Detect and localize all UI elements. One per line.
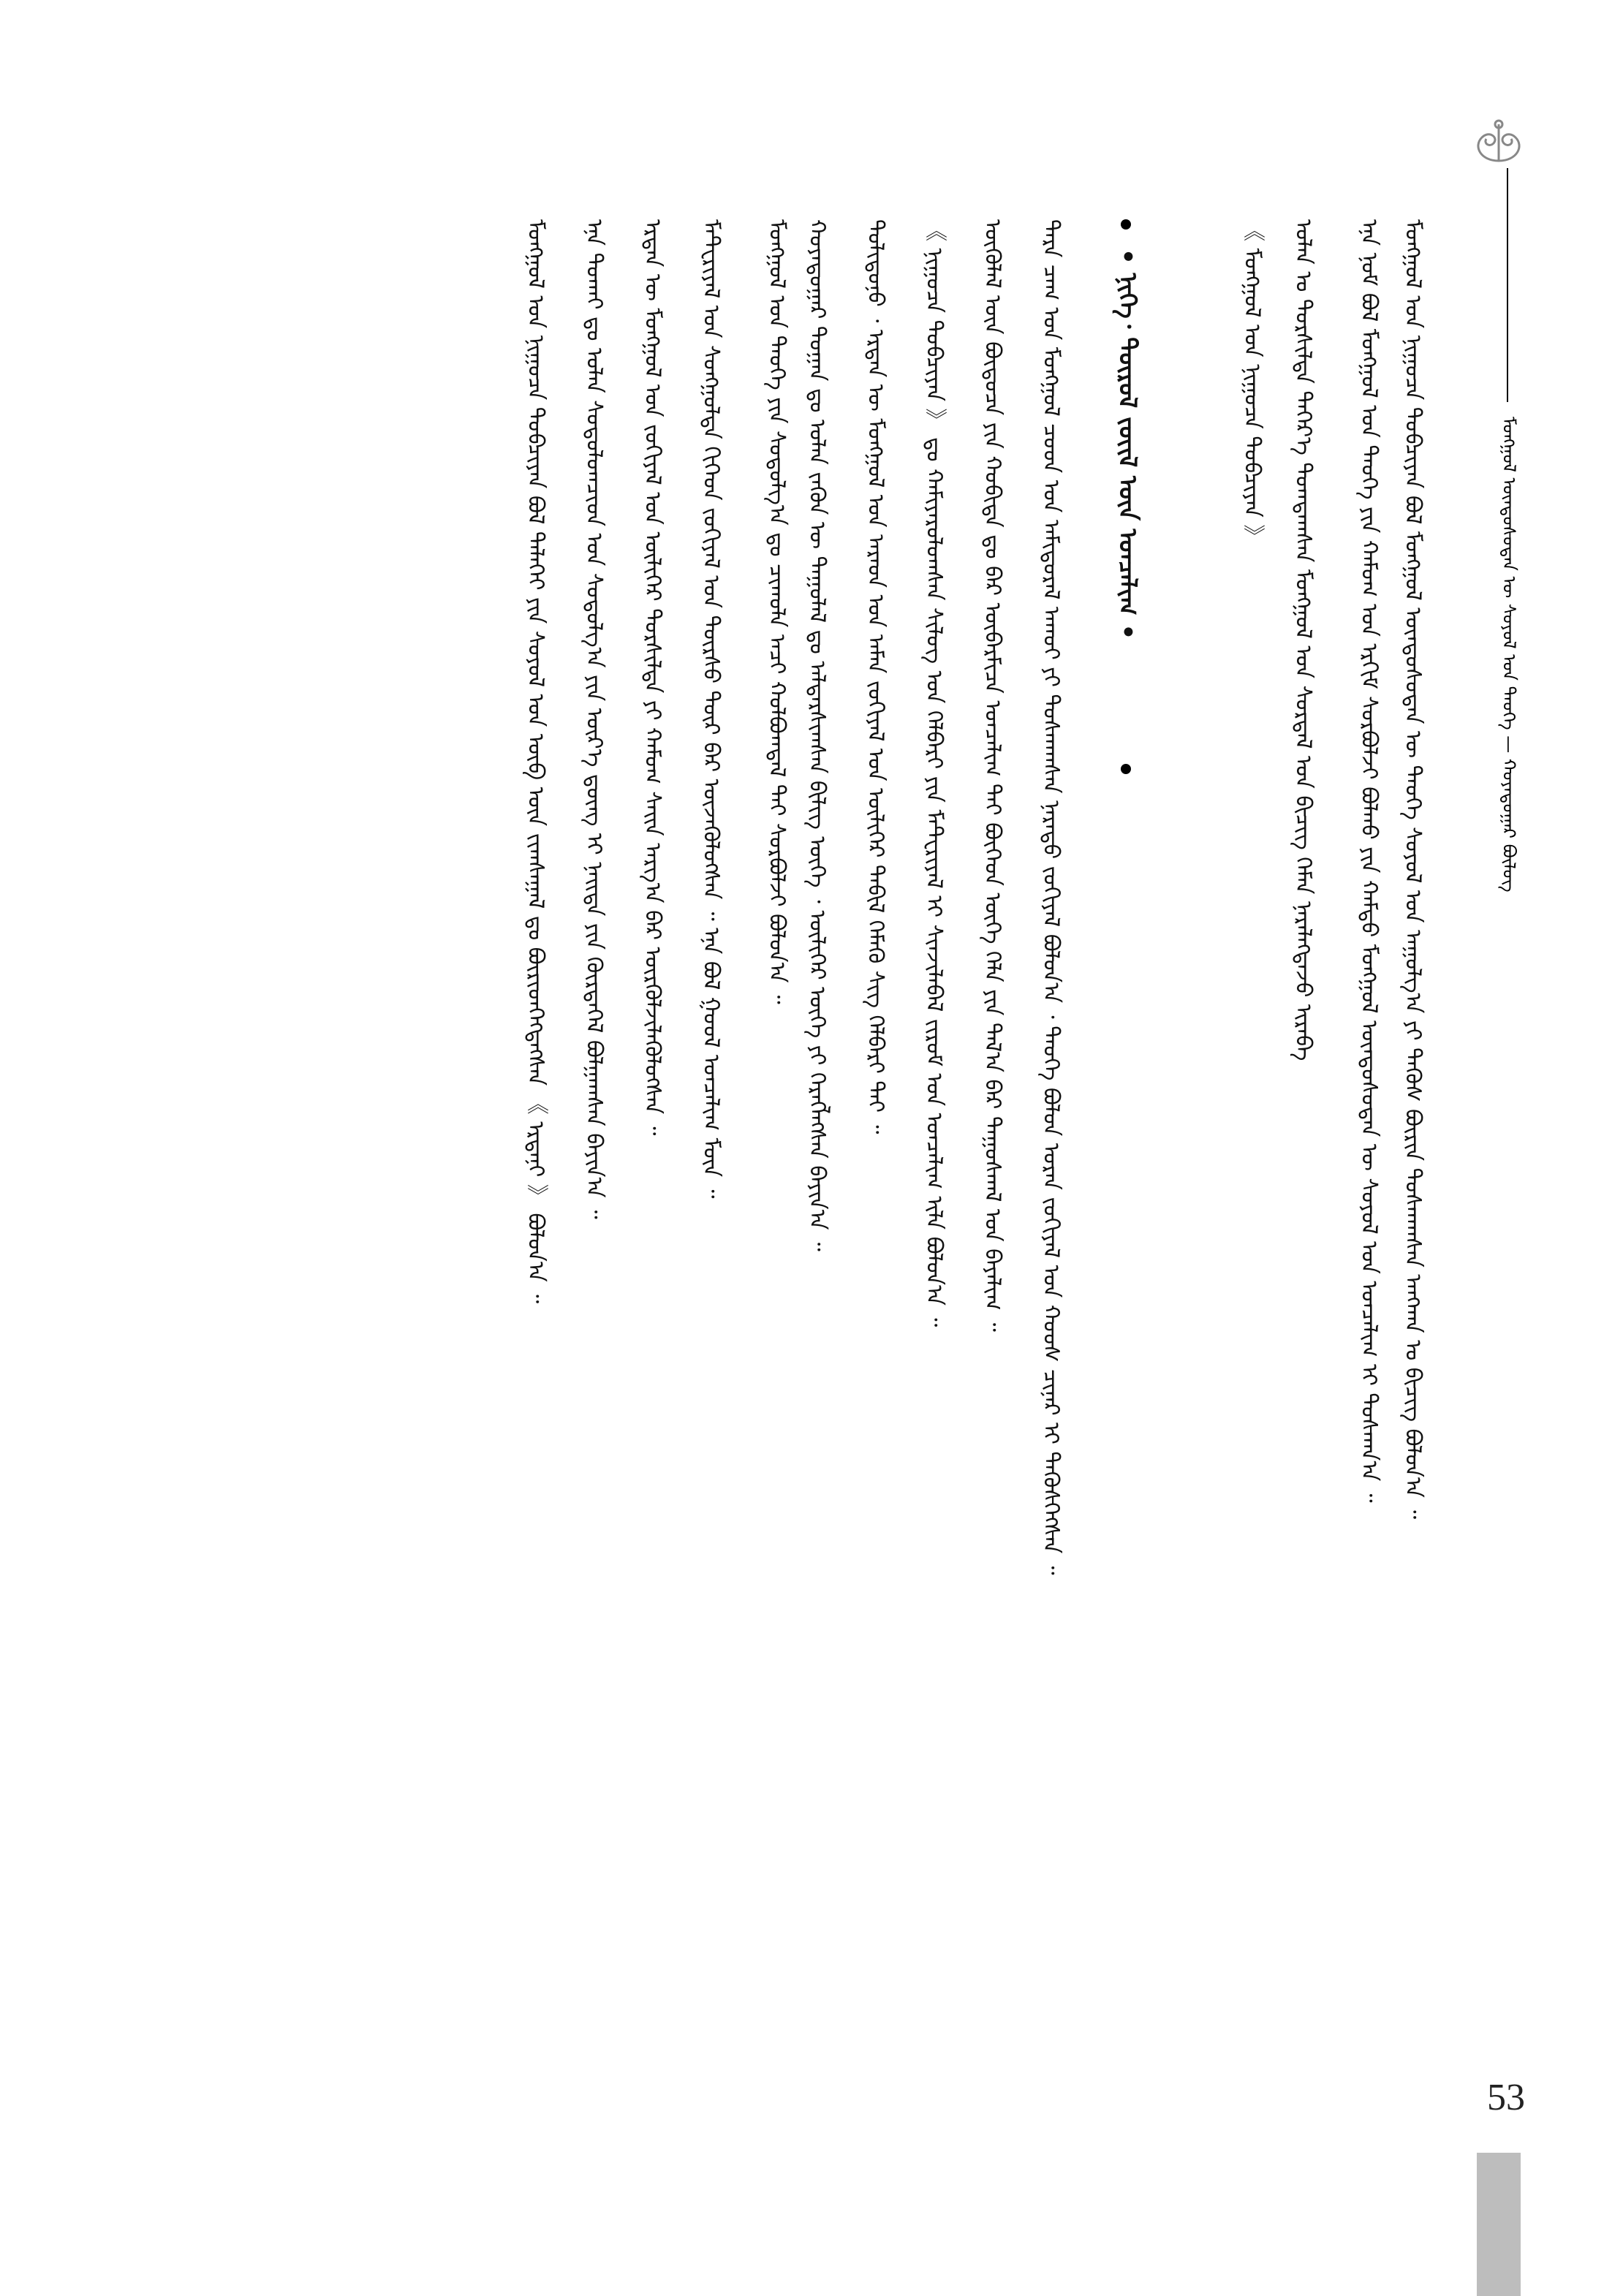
text-column: ᠲᠣᠯᠢᠳᠤᠨᠤ ᠂ ᠡᠷᠲᠡᠨ ᠦ ᠮᠣᠩᠭᠣᠯ ᠤᠨ ᠠᠷᠠᠳ ᠤᠨ ᠠᠮᠠᠨ ᠵᠣᠬᠢᠶᠠᠯ ᠤᠨ ᠦᠯᠢᠭᠡᠷ ᠲᠠᠪᠢᠯ ᠬᠡᠮᠡᠬᠦ ᠰᠢᠭ ᠬᠡᠯᠪᠡᠷᠢ ᠲᠠᠢ ᠃ (863, 219, 888, 1134)
source-citation: 《 ᠮᠣᠩᠭᠣᠯ ᠤᠨ ᠨᠢᠭᠤᠴᠠ ᠲᠣᠪᠴᠢᠶᠠᠨ 》 (1239, 219, 1265, 547)
text-column: ᠬᠣᠶᠠᠳᠤᠭᠠᠷ ᠲᠣᠭᠠᠨ ᠳᠤ ᠣᠯᠠᠨ ᠵᠡᠭᠦᠨ ᠦ ᠳᠠᠭᠤᠯᠠᠯ ᠳᠤ ᠠᠯᠳᠠᠷᠰᠢᠭᠰᠠᠨ ᠪᠢᠯᠢᠭ ᠦᠭᠡ ᠂ ᠦᠯᠢᠭᠡᠷ ᠦᠭᠡ ᠶᠢ ᠬᠡᠷᠡᠭᠯᠡᠭᠰᠡᠨ ᠪᠠᠶᠢᠨ᠎ᠠ ᠃ (804, 219, 830, 1251)
text-column: ᠮᠣᠩᠭᠣᠯ ᠤᠨ ᠨᠢᠭᠤᠴᠠ ᠲᠣᠪᠴᠢᠶᠠᠨ ᠪᠣᠯ ᠳᠡᠯᠡᠬᠡᠢ ᠶᠢᠨ ᠰᠣᠶᠣᠯ ᠤᠨ ᠥᠪ ᠦᠨ ᠵᠢᠭᠰᠠᠭᠠᠯ ᠳᠤ ᠪᠦᠷᠢᠳᠬᠡᠭᠳᠡᠭᠰᠡᠨ 《 ᠡᠷᠳᠡᠨᠢ 》 ᠪᠣᠯᠤᠨ᠎ᠠ ᠃ (523, 219, 548, 1304)
header-rule (1507, 168, 1508, 402)
text-column: ᠡᠨᠡ ᠲᠤᠬᠠᠢ ᠳᠤ ᠣᠯᠠᠨ ᠰᠤᠳᠤᠯᠤᠭᠴᠢᠳ ᠤᠨ ᠰᠤᠳᠤᠯᠭ᠎ᠠ ᠶᠢᠨ ᠦᠷ᠎ᠡ ᠳ᠋ᠦᠩ ᠢ ᠨᠡᠢᠲᠡ ᠶᠢᠨ ᠬᠦᠷᠲᠡᠭᠡᠯ ᠪᠤᠯᠭᠠᠭᠰᠠᠨ ᠪᠠᠶᠢᠨ᠎ᠠ ᠃ (581, 219, 607, 1219)
text-column: ᠮᠠᠲ᠋ᠧᠷᠢᠶᠠᠯ ᠤᠨ ᠰᠣᠩᠭᠣᠯᠲᠠ ᠬᠢᠭᠡᠳ ᠵᠣᠬᠢᠶᠠᠯ ᠤᠨ ᠳᠦᠷᠰᠦ ᠳᠦᠷ ᠪᠡᠷ ᠦᠵᠡᠭᠦᠯᠦᠭᠰᠡᠨ ᠃ ᠡᠨᠡ ᠪᠣᠯ ᠭᠣᠣᠯ ᠣᠨᠴᠠᠯᠢᠭ ᠮᠥᠨ ᠃ (698, 219, 724, 1199)
text-column: ᠦᠭᠦᠯᠡᠯ ᠦᠨ ᠪᠦᠲᠦᠴᠡ ᠶᠢᠨ ᠬᠤᠪᠢᠳᠠ ᠳᠤ ᠪᠠᠷ ᠥᠪᠡᠷᠮᠢᠴᠡ ᠣᠨᠴᠠᠯᠢᠭ ᠲᠠᠢ ᠪᠥᠭᠡᠳ ᠦᠭᠡ ᠬᠡᠯᠡ ᠶᠢᠨ ᠲᠠᠯ᠎ᠠ ᠪᠠᠷ ᠳᠠᠭᠤᠰᠬᠠᠯ ᠤᠨ ᠪᠠᠶᠠᠯᠢᠭ ᠃ (980, 219, 1005, 1332)
text-column: ᠡᠨᠡ ᠨᠣᠮ ᠪᠣᠯ ᠮᠣᠩᠭᠣᠯ ᠤᠨ ᠲᠡᠦᠬᠡ ᠶᠢᠨ ᠬᠠᠮᠤᠭ ᠤᠨ ᠡᠷᠬᠢᠮ ᠰᠤᠷᠪᠤᠯᠵᠢ ᠪᠣᠯᠬᠤ ᠶᠢᠨ ᠬᠠᠮᠲᠤ ᠮᠣᠩᠭᠣᠯ ᠦᠨᠳᠦᠰᠦᠲᠡᠨ ᠦ ᠰᠣᠶᠣᠯ ᠤᠨ ᠣᠨᠴᠠᠯᠢᠭ ᠢ ᠲᠤᠰᠬᠠᠨ᠎ᠠ ᠃ (1356, 219, 1382, 1503)
text-columns (183, 219, 1433, 2149)
text-column: ᠮᠣᠩᠭᠣᠯ ᠤᠨ ᠨᠢᠭᠤᠴᠠ ᠲᠣᠪᠴᠢᠶᠠᠨ ᠪᠣᠯ ᠮᠣᠩᠭᠣᠯ ᠦᠨᠳᠦᠰᠦᠲᠡᠨ ᠦ ᠲᠡᠦᠬᠡ ᠰᠣᠶᠣᠯ ᠤᠨ ᠠᠭᠤᠯᠭ᠎ᠠ ᠶᠢ ᠲᠡᠭᠦᠰ ᠪᠦᠷᠢᠨ ᠲᠤᠰᠬᠠᠭᠰᠠᠨ ᠠᠨᠭᠬᠠᠨ ᠤ ᠪᠢᠴᠢᠭ ᠪᠣᠯᠤᠨ᠎ᠠ ᠃ (1400, 219, 1426, 1520)
section-heading: • ᠨᠢᠭᠡ᠂ ᠲᠦᠷᠦᠯ ᠵᠦᠢᠯ ᠦᠨ ᠣᠨᠴᠠᠯᠢᠭ • (1113, 249, 1142, 640)
text-column: ᠲᠡᠷᠡ ᠴᠠᠭ ᠤᠨ ᠮᠣᠩᠭᠣᠯ ᠴᠤᠳ ᠤᠨ ᠠᠮᠢᠳᠤᠷᠠᠯ ᠠᠬᠤᠢ ᠶᠢ ᠲᠤᠰᠬᠠᠭᠰᠠᠨ ᠨᠡᠷᠡᠲᠦ ᠵᠣᠬᠢᠶᠠᠯ ᠪᠣᠯᠤᠨ᠎ᠠ ᠂ ᠲᠡᠦᠬᠡ ᠪᠣᠯᠤᠨ ᠤᠷᠠᠨ ᠵᠣᠬᠢᠶᠠᠯ ᠤᠨ ᠬᠣᠣᠰ ᠴᠢᠨᠠᠷ ᠢ ᠲᠡᠭᠦᠰᠭᠡᠭᠰᠡᠨ ᠃ (1038, 219, 1064, 1575)
ornament-icon (1466, 117, 1532, 168)
bullet-icon (1121, 219, 1131, 230)
page-number: 53 (1487, 2077, 1525, 2118)
bullet-icon (1121, 764, 1131, 774)
text-column: ᠣᠯᠠᠨ ᠤ ᠲᠤᠷᠰᠢᠯᠲᠠ ᠳᠡᠭᠡᠷ᠎ᠡ ᠲᠣᠭᠲᠠᠭᠰᠠᠨ ᠮᠣᠩᠭᠣᠯ ᠤᠨ ᠰᠤᠷᠲᠠᠯ ᠤᠨ ᠪᠢᠴᠢᠭ ᠬᠡᠮᠡᠨ ᠨᠡᠷᠡᠯᠡᠭᠳᠡᠵᠦ ᠢᠷᠡᠪᠡ (1290, 219, 1316, 1061)
running-header: ᠮᠣᠩᠭᠣᠯ ᠦᠨᠳᠦᠰᠦᠲᠡᠨ ᠦ ᠰᠣᠶᠣᠯ ᠤᠨ ᠲᠡᠦᠬᠡ — ᠬᠣᠶᠠᠳᠤᠭᠠᠷ ᠪᠦᠯᠦᠭ (1499, 417, 1519, 893)
thumb-tab (1477, 2153, 1521, 2296)
text-column: ᠡᠷᠲᠡᠨ ᠦ ᠮᠣᠩᠭᠣᠯ ᠤᠨ ᠵᠣᠬᠢᠶᠠᠯ ᠤᠨ ᠦᠯᠢᠭᠡᠷ ᠲᠣᠷᠰᠢᠯᠲᠠ ᠶᠢ ᠬᠠᠮᠤᠭ ᠰᠠᠢᠨ ᠠᠷᠭ᠎ᠠ ᠪᠠᠷ ᠦᠷᠭᠦᠯᠵᠢᠯᠡᠭᠦᠯᠦᠭᠰᠡᠨ ᠃ (640, 219, 665, 1136)
text-column: ᠮᠣᠩᠭᠣᠯ ᠤᠨ ᠲᠡᠦᠬᠡ ᠶᠢᠨ ᠰᠤᠳᠤᠯᠭ᠎ᠠ ᠳᠤ ᠴᠢᠬᠤᠯᠠ ᠠᠴᠢ ᠬᠣᠯᠪᠣᠭᠳᠠᠯ ᠲᠠᠢ ᠰᠤᠷᠪᠤᠯᠵᠢ ᠪᠣᠯᠤᠨ᠎ᠠ ᠃ (764, 219, 790, 1004)
text-column: 《 ᠨᠢᠭᠤᠴᠠ ᠲᠣᠪᠴᠢᠶᠠᠨ 》 ᠳᠤ ᠬᠠᠮᠢᠶᠠᠷᠤᠯᠤᠭᠰᠠᠨ ᠰᠢᠯᠦᠭ ᠤᠨ ᠬᠡᠯᠪᠡᠷᠢ ᠶᠢᠨ ᠮᠠᠲ᠋ᠧᠷᠢᠶᠠᠯ ᠢ ᠰᠢᠨᠵᠢᠯᠡᠪᠡᠯ ᠵᠢᠷᠤᠮ ᠤᠨ ᠣᠨᠴᠠᠯᠢᠭ ᠢᠯᠡ ᠪᠣᠯᠤᠨ᠎ᠠ ᠃ (921, 219, 947, 1327)
